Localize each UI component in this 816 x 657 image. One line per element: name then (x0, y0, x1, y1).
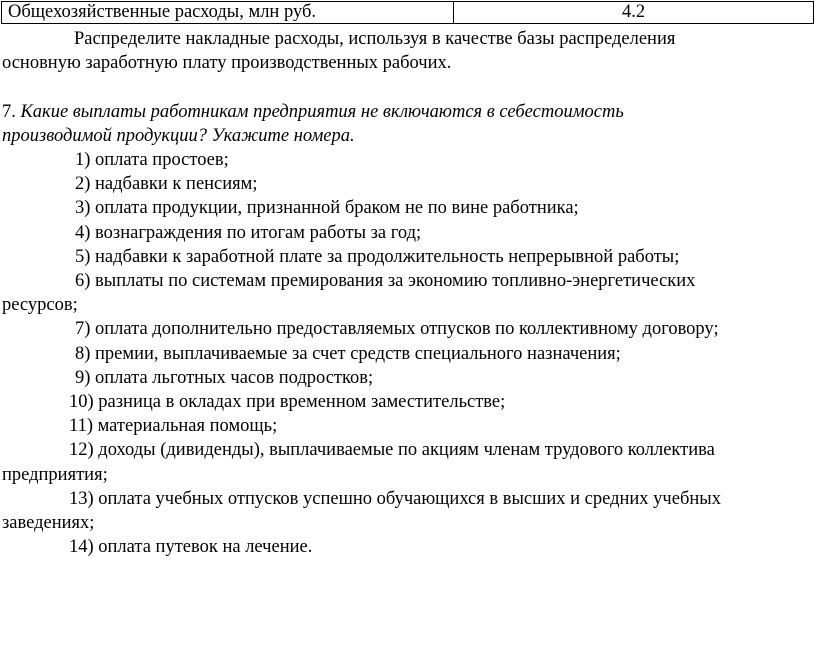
question-line-2: производимой продукции? Укажите номера. (2, 125, 355, 146)
list-item: 3) оплата продукции, признанной браком не по вине работника; (75, 198, 579, 219)
list-item-continuation: предприятия; (2, 464, 108, 485)
list-item: 2) надбавки к пенсиям; (75, 174, 258, 195)
list-item: 9) оплата льготных часов подростков; (75, 367, 374, 388)
list-item: 11) материальная помощь; (69, 416, 278, 437)
instruction-line-1: Распределите накладные расходы, используя в качестве базы распределения (74, 29, 676, 49)
list-item: 6) выплаты по системам премирования за экономию топливно-энергетических (75, 271, 696, 292)
question-number: 7. (2, 101, 21, 122)
expense-value-cell: 4.2 (621, 2, 646, 22)
list-item: 10) разница в окладах при временном заместительстве; (69, 392, 506, 413)
list-item: 14) оплата путевок на лечение. (69, 537, 313, 558)
list-item-continuation: ресурсов; (2, 295, 78, 316)
list-item-continuation: заведениях; (2, 513, 95, 534)
expense-label-cell: Общехозяйственные расходы, млн руб. (2, 2, 454, 23)
list-item: 4) вознаграждения по итогам работы за год; (75, 222, 422, 243)
list-item: 13) оплата учебных отпусков успешно обучающихся в высших и средних учебных (69, 488, 721, 509)
spacer (2, 75, 814, 99)
list-item: 8) премии, выплачиваемые за счет средств специального назначения; (75, 343, 621, 364)
document-body (2, 27, 814, 559)
instruction-line-2: основную заработную плату производственных рабочих. (2, 53, 452, 74)
list-item: 7) оплата дополнительно предоставляемых отпусков по коллективному договору; (75, 319, 719, 340)
list-item: 1) оплата простоев; (75, 150, 229, 170)
question-line-1 (2, 100, 814, 124)
list-item: 12) доходы (дивиденды), выплачиваемые по акциям членам трудового коллектива (69, 440, 715, 461)
expense-table-row (1, 1, 814, 24)
question-text-1: Какие выплаты работникам предприятия не включаются в себестоимость (20, 101, 624, 122)
list-item: 5) надбавки к заработной плате за продолжительность непрерывной работы; (75, 246, 680, 267)
